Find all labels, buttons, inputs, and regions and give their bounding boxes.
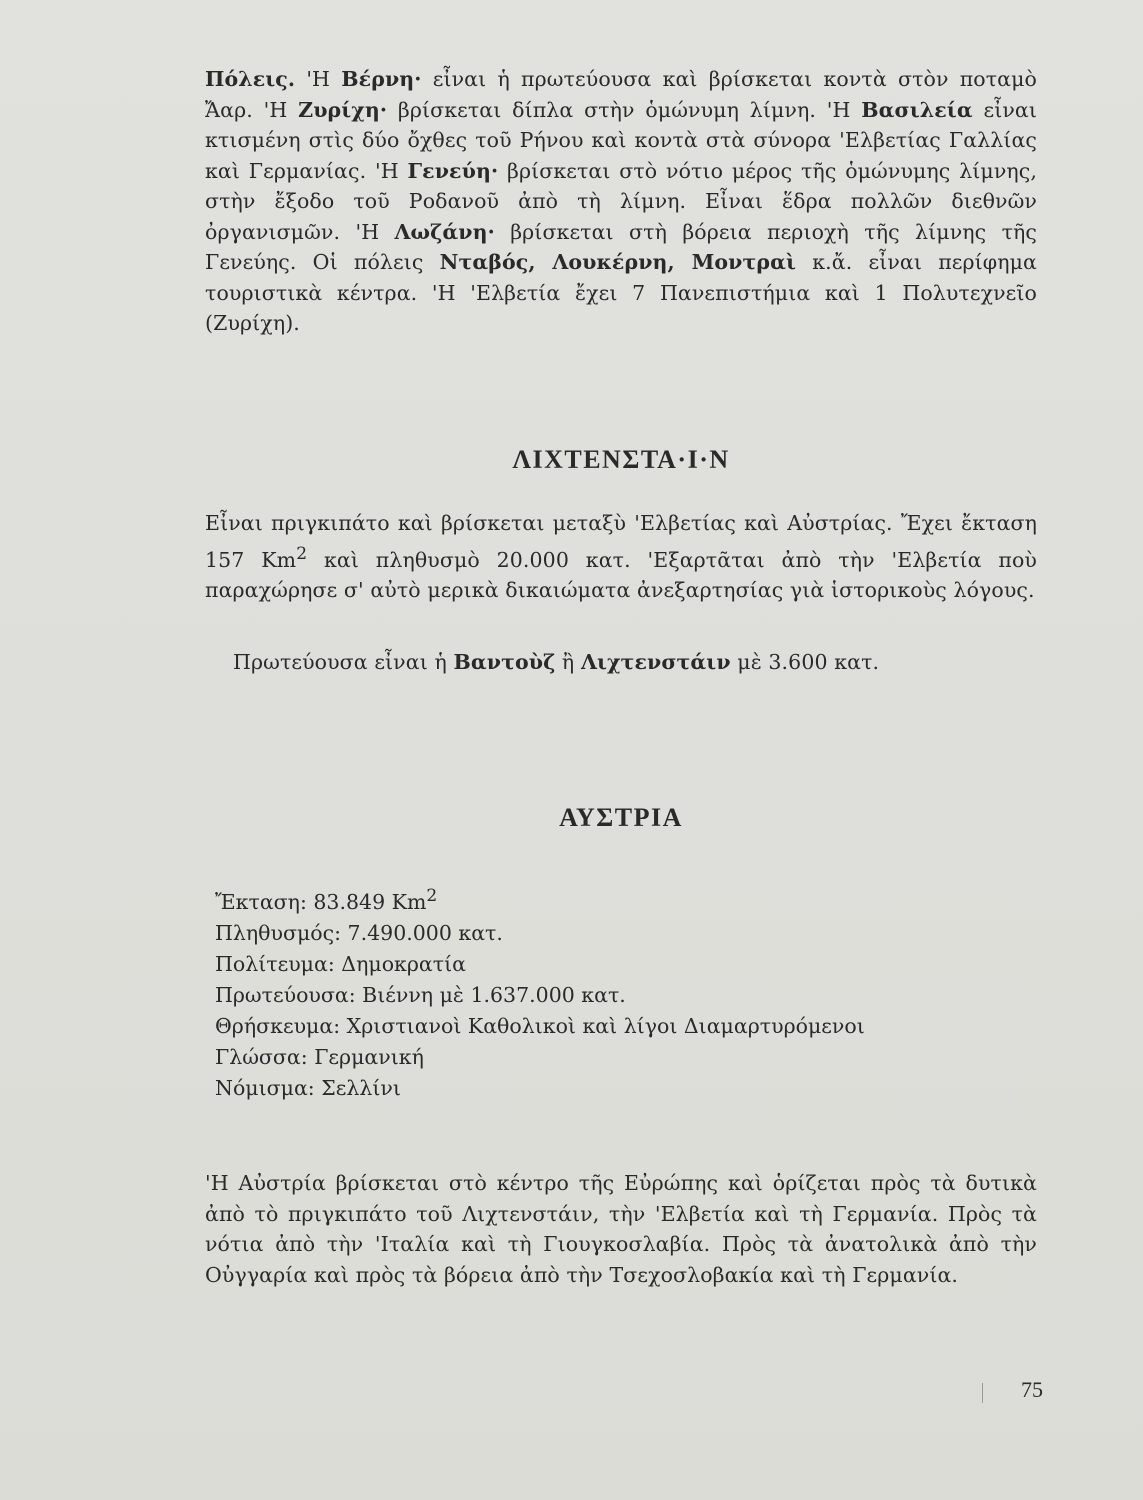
fact-value: Σελλίνι [321,1075,401,1100]
text-run: ἢ [555,650,581,674]
fact-population [215,918,865,949]
bold-term: Λωζάνη· [394,219,495,244]
bold-term: Πόλεις. [205,67,296,91]
margin-mark [982,1383,983,1403]
fact-religion [215,1011,865,1042]
liechtenstein-capital-paragraph [205,647,1037,678]
liechtenstein-paragraph [205,508,1037,605]
text-run: 'Η [295,67,342,91]
fact-language [215,1042,865,1073]
fact-value: Βιέννη μὲ 1.637.000 κατ. [362,982,626,1007]
text-run: Πρωτεύουσα εἶναι ἡ [233,650,454,674]
bold-term: Βαντοὺζ [453,650,556,674]
fact-label: Ἔκταση: [215,889,307,914]
text-run: εἶναι ἡ πρωτεύουσα καὶ βρίσκεται κοντὰ στὸν ποταμὸ Ἄαρ. 'Η [205,67,1037,122]
bold-term: Βέρνη· [341,67,422,91]
fact-government [215,949,865,980]
fact-label: Πολίτευμα: [215,951,335,976]
fact-capital [215,980,865,1011]
bold-term: Γενεύη· [407,158,499,183]
text-run: Εἶναι πριγκιπάτο καὶ βρίσκεται μεταξὺ 'Ελβετίας καὶ Αὐστρίας. Ἔχει ἔκταση 157 Km [205,511,1037,572]
fact-label: Πληθυσμός: [215,920,342,945]
cities-paragraph [205,64,1037,339]
text-run: βρίσκεται στὸ νότιο μέρος τῆς ὁμώνυμης λίμνης, στὴν ἔξοδο τοῦ Ροδανοῦ ἀπὸ τὴ λίμνη. Εἶναι ἕδρα πολλῶν διεθνῶν ὀργανισμῶν. 'Η [205,158,1037,244]
fact-value: 7.490.000 κατ. [347,920,503,945]
fact-label: Θρήσκευμα: [215,1013,341,1038]
fact-label: Γλώσσα: [215,1044,308,1069]
fact-label: Νόμισμα: [215,1075,315,1100]
austria-facts-list [215,881,865,1104]
fact-value: Δημοκρατία [341,951,466,976]
liechtenstein-heading: ΛΙΧΤΕΝΣΤΑ·Ι·Ν [512,445,730,474]
fact-value: Χριστιανοὶ Καθολικοὶ καὶ λίγοι Διαμαρτυρόμενοι [346,1013,865,1038]
superscript: 2 [296,543,308,564]
austria-paragraph: 'Η Αὐστρία βρίσκεται στὸ κέντρο τῆς Εὐρώπης καὶ ὁρίζεται πρὸς τὰ δυτικὰ ἀπὸ τὸ πριγκιπάτο τοῦ Λιχτενστάιν, τὴν 'Ελβετία καὶ τὴ Γερμανία. Πρὸς τὰ νότια ἀπὸ τὴν 'Ιταλία καὶ τὴ Γιουγκοσλαβία. Πρὸς τὰ ἀνατολικὰ ἀπὸ τὴν Οὐγγαρία καὶ πρὸς τὰ βόρεια ἀπὸ τὴν Τσεχοσλοβακία καὶ τὴ Γερμανία. [205,1171,1037,1287]
fact-currency [215,1073,865,1104]
bold-term: Νταβός, Λουκέρνη, Μοντραὶ [439,250,797,274]
bold-term: Ζυρίχη· [298,97,388,122]
fact-superscript: 2 [426,886,438,906]
fact-value: 83.849 Km [313,889,427,914]
page-number: 75 [1021,1377,1043,1402]
fact-value: Γερμανική [314,1044,424,1069]
text-run: καὶ πληθυσμὸ 20.000 κατ. 'Εξαρτᾶται ἀπὸ τὴν 'Ελβετία ποὺ παραχώρησε σ' αὐτὸ μερικὰ δικαιώματα ἀνεξαρτησίας γιὰ ἱστορικοὺς λόγους. [205,547,1037,602]
text-run: βρίσκεται στὴ βόρεια περιοχὴ τῆς λίμνης τῆς Γενεύης. Οἱ πόλεις [205,219,1037,274]
fact-label: Πρωτεύουσα: [215,982,356,1007]
bold-term: Λιχτενστάιν [580,650,731,674]
text-run: εἶναι κτισμένη στὶς δύο ὄχθες τοῦ Ρήνου καὶ κοντὰ στὰ σύνορα 'Ελβετίας Γαλλίας καὶ Γερμανίας. 'Η [205,97,1037,183]
fact-area [215,881,865,918]
text-run: βρίσκεται δίπλα στὴν ὁμώνυμη λίμνη. 'Η [387,97,862,122]
bold-term: Βασιλεία [861,97,973,122]
text-run: κ.ἄ. εἶναι περίφημα τουριστικὰ κέντρα. 'Η 'Ελβετία ἔχει 7 Πανεπιστήμια καὶ 1 Πολυτεχνεῖο (Ζυρίχη). [205,250,1037,335]
text-run: μὲ 3.600 κατ. [730,650,880,674]
austria-heading: ΑΥΣΤΡΙΑ [559,803,683,832]
